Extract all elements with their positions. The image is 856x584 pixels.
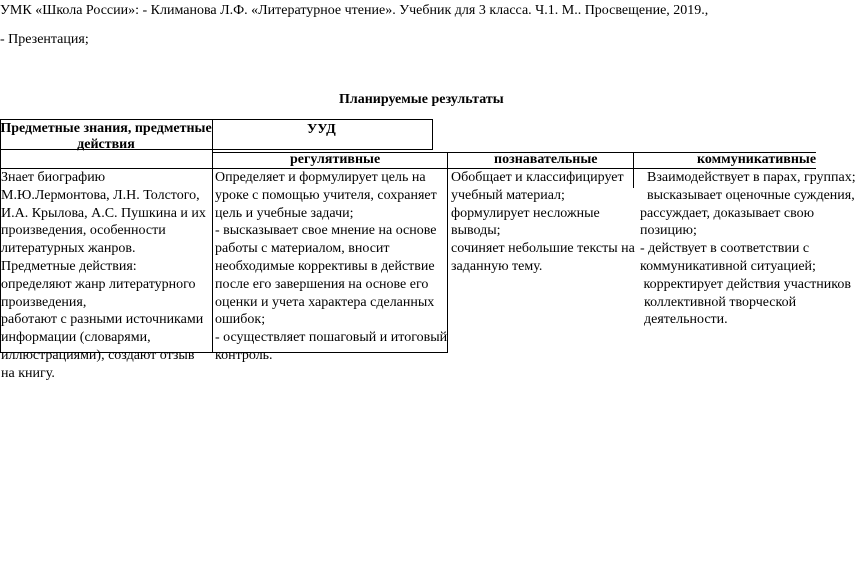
subject-line: произведения, [1, 294, 87, 310]
regulative-line: оценки и учета характера сделанных [215, 294, 435, 310]
cognitive-cell [451, 169, 633, 276]
subject-line: литературных жанров. [1, 241, 136, 257]
communicative-cell [640, 169, 856, 329]
header-line-umk: УМК «Школа России»: - Климанова Л.Ф. «Литературное чтение». Учебник для 3 класса. Ч.1. М.. Просвещение, 2019., [0, 3, 709, 18]
communicative-line: деятельности. [644, 312, 728, 328]
cognitive-line: сочиняет небольшие тексты на [451, 241, 635, 257]
section-title: Планируемые результаты [339, 92, 504, 107]
subject-column-header [0, 121, 212, 153]
table-divider-uud-right [432, 119, 433, 150]
subject-line: определяют жанр литературного [1, 276, 196, 292]
cognitive-line: учебный материал; [451, 187, 565, 203]
communicative-line: рассуждает, доказывает свою [640, 205, 815, 221]
communicative-line: корректирует действия участников [640, 276, 851, 292]
subject-line: Знает биографию [1, 170, 106, 185]
subject-line: Предметные действия: [1, 258, 137, 274]
regulative-line: после его завершения на основе его [215, 276, 429, 292]
communicative-line: позицию; [640, 223, 697, 239]
table-border-top [0, 119, 432, 120]
subject-header-line1: Предметные знания, предметные [0, 121, 212, 136]
regulative-line: уроке с помощью учителя, сохраняет [215, 187, 437, 203]
header-line-presentation: - Презентация; [0, 32, 89, 47]
subject-line: на книгу. [1, 365, 55, 381]
regulative-cell [215, 169, 446, 365]
subject-line: М.Ю.Лермонтова, Л.Н. Толстого, [1, 187, 200, 203]
communicative-line: Взаимодействует в парах, группах; [640, 170, 856, 185]
cognitive-line: Обобщает и классифицирует [451, 170, 624, 185]
communicative-line: коммуникативной ситуацией; [640, 258, 816, 274]
communicative-line: высказывает оценочные суждения, [640, 187, 855, 203]
cognitive-line: выводы; [451, 223, 501, 239]
subject-line: произведения, особенности [1, 223, 166, 239]
cognitive-header: познавательные [494, 152, 598, 167]
regulative-line: ошибок; [215, 312, 266, 328]
cognitive-line: заданную тему. [451, 258, 543, 274]
subject-line: информации (словарями, [1, 330, 151, 346]
uud-header: УУД [307, 122, 336, 137]
regulative-line: контроль. [215, 347, 273, 363]
communicative-line: - действует в соответствии с [640, 241, 810, 257]
regulative-line: необходимые коррективы в действие [215, 258, 435, 274]
regulative-line: Определяет и формулирует цель на [215, 170, 426, 185]
regulative-line: работы с материалом, вносит [215, 241, 390, 257]
regulative-line: - высказывает свое мнение на основе [215, 223, 437, 239]
subject-knowledge-cell [1, 169, 211, 383]
table-divider-col1 [212, 119, 213, 352]
subject-line: иллюстрациями), создают отзыв [1, 347, 195, 363]
communicative-line: коллективной творческой [644, 294, 797, 310]
subject-line: работают с разными источниками [1, 312, 204, 328]
communicative-header: коммуникативные [697, 152, 817, 167]
subject-line: И.А. Крылова, А.С. Пушкина и их [1, 205, 206, 221]
regulative-header: регулятивные [290, 152, 381, 167]
cognitive-line: формулирует несложные [451, 205, 600, 221]
regulative-line: цель и учебные задачи; [215, 205, 354, 221]
table-divider-col2 [447, 152, 448, 352]
regulative-line: - осуществляет пошаговый и итоговый [215, 330, 448, 346]
subject-header-line2: действия [77, 137, 135, 152]
table-divider-col3 [633, 152, 634, 188]
